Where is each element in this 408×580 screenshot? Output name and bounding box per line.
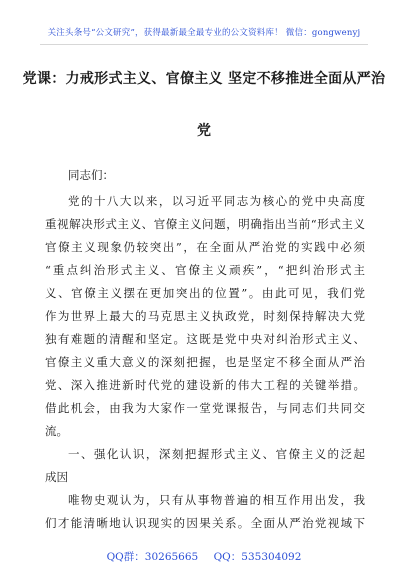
paragraph-line: 官僚主义重大意义的深刻把握，也是坚定不移全面从严治 [45,355,365,369]
paragraph-line: 作为世界上最大的马克思主义执政党，时刻保持解决大党 [45,309,365,323]
document-title: 党课：力戒形式主义、官僚主义 坚定不移推进全面从严治 [22,71,386,87]
paragraph-line: 唯物史观认为，只有从事物普遍的相互作用出发，我 [68,493,365,507]
document-title-continuation: 党 [197,123,211,139]
paragraph-line: 们才能清晰地认识现实的因果关系。全面从严治党视域下 [45,516,365,530]
body-paragraphs [45,190,365,535]
paragraph-line: 党、深入推进新时代党的建设新的伟大工程的关键举措。 [45,378,365,392]
paragraph-line: 流。 [45,424,68,438]
paragraph-line: 义、官僚主义摆在更加突出的位置”。由此可见，我们党 [45,286,365,300]
header-note: 关注头条号“公文研究”，获得最新最全最专业的公文资料库！ 微信：gongwenyj [47,28,361,38]
salutation: 同志们： [68,168,114,182]
qq-number: QQ：535304092 [213,551,302,563]
paragraph-line: 官僚主义现象仍较突出”，在全面从严治党的实践中必须 [45,240,365,254]
paragraph-line: 党的十八大以来，以习近平同志为核心的党中央高度 [68,194,365,208]
footer-contact [0,549,408,564]
section-heading-continuation: 成因 [45,470,68,484]
header-divider [40,44,368,45]
document-body [45,164,365,187]
paragraph-line: 独有难题的清醒和坚定。这既是党中央对纠治形式主义、 [45,332,365,346]
section-heading: 一、强化认识，深刻把握形式主义、官僚主义的泛起 [68,447,365,461]
paragraph-line: 重视解决形式主义、官僚主义问题，明确指出当前“形式主义 [45,217,365,231]
paragraph-line: “重点纠治形式主义、官僚主义顽疾”，“把纠治形式主 [45,263,365,277]
paragraph-line: 借此机会，由我为大家作一堂党课报告，与同志们共同交 [45,401,365,415]
qq-group: QQ群：30265665 [106,551,199,563]
